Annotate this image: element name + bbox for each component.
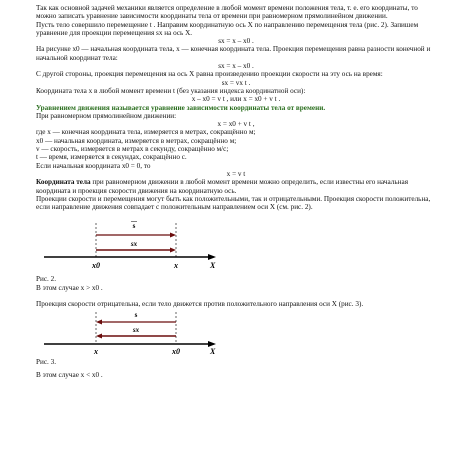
label-x0: x0 bbox=[92, 261, 100, 271]
figure-3-note: В этом случае x < x0 . bbox=[36, 370, 103, 379]
equation-2: sx = x – x0 . bbox=[218, 62, 254, 71]
equation-3: sx = vx t . bbox=[221, 78, 251, 87]
label-axis-X: X bbox=[210, 347, 216, 357]
label-x0: x0 bbox=[172, 347, 180, 357]
label-projection-sx: sx bbox=[132, 326, 140, 335]
equation-6: x = v t bbox=[226, 169, 246, 178]
equation-4: x – x0 = v t , или x = x0 + v t . bbox=[191, 95, 281, 104]
paragraph-intro: Так как основной задачей механики является определение в любой момент времени положения тела, т. е. его координаты, то можно записать уравнение зависимости координаты тела от времени при равномерном прямолинейном движении. bbox=[36, 4, 418, 21]
paragraph-displacement: Пусть тело совершило перемещение t . Направим координатную ось X по направлению перемещения тела (рис. 2). Запишем уравнение для проекции перемещения sx на ось X. bbox=[36, 20, 419, 37]
paragraph-coordinate-any-time: Координата тела x в любой момент времени t (без указания индекса координатной оси): bbox=[36, 86, 306, 95]
figure-2 bbox=[36, 213, 436, 275]
figure-3-diagram bbox=[36, 310, 436, 356]
paragraph-zero-start: Если начальная координата x0 = 0, то bbox=[36, 161, 151, 170]
label-x: x bbox=[94, 347, 98, 357]
paragraph-uniform: При равномерном прямолинейном движении: bbox=[36, 111, 177, 120]
label-axis-X: X bbox=[210, 261, 216, 271]
figure-3-caption: Рис. 3. bbox=[36, 358, 57, 367]
projection-sx-arrowhead bbox=[96, 334, 102, 339]
vector-s-arrowhead bbox=[96, 320, 102, 325]
label-vector-s: s bbox=[134, 311, 138, 320]
label-projection-sx: sx bbox=[130, 240, 138, 249]
axis-x-arrowhead bbox=[208, 254, 216, 260]
paragraph-negative-projection: Проекция скорости отрицательна, если тело движется против положительного направления оси X (рис. 3). bbox=[36, 300, 364, 309]
projection-sx-arrowhead bbox=[170, 248, 176, 253]
equation-1: sx = x – x0 . bbox=[218, 37, 254, 46]
paragraph-coordinate-text: при равномерном движении в любой момент времени можно определить, если известны его начальная координата и проекция скорости движения на координатную ось. bbox=[36, 178, 408, 195]
paragraph-coordinate-of-body bbox=[36, 178, 436, 195]
heading-equation-of-motion: Уравнением движения называется уравнение зависимости координаты тела от времени. bbox=[36, 103, 326, 112]
figure-2-caption: Рис. 2. bbox=[36, 275, 57, 284]
paragraph-sign-of-projection: Проекции скорости и перемещения могут быть как положительными, так и отрицательными. Проекция скорости положительна, если направление движения совпадает с положительным направлением оси X (см. рис. 2). bbox=[36, 194, 431, 212]
equation-5: x = x0 + v t , bbox=[217, 120, 255, 129]
definition-v: v — скорость, измеряется в метрах в секунду, сокращённо м/с; bbox=[36, 145, 229, 154]
label-x: x bbox=[174, 261, 178, 271]
definition-t: t — время, измеряется в секундах, сокращённо с. bbox=[36, 153, 187, 162]
paragraph-coordinates: На рисунке x0 — начальная координата тела, x — конечная координата тела. Проекция перемещения равна разности конечной и начальной координат тела: bbox=[36, 45, 431, 62]
definition-x0: x0 — начальная координата, измеряется в метрах, сокращённо м; bbox=[36, 136, 237, 145]
figure-2-note: В этом случае x > x0 . bbox=[36, 283, 103, 292]
definition-x: где x — конечная координата тела, измеряется в метрах, сокращённо м; bbox=[36, 128, 256, 137]
document-page bbox=[36, 4, 436, 379]
heading-coordinate: Координата тела bbox=[36, 178, 91, 187]
paragraph-projection: С другой стороны, проекция перемещения на ось X равна произведению проекции скорости на эту ось на время: bbox=[36, 70, 383, 79]
label-vector-s: s bbox=[132, 222, 136, 231]
figure-2-diagram bbox=[36, 213, 436, 275]
figure-3 bbox=[36, 310, 436, 356]
vector-s-arrowhead bbox=[170, 233, 176, 238]
